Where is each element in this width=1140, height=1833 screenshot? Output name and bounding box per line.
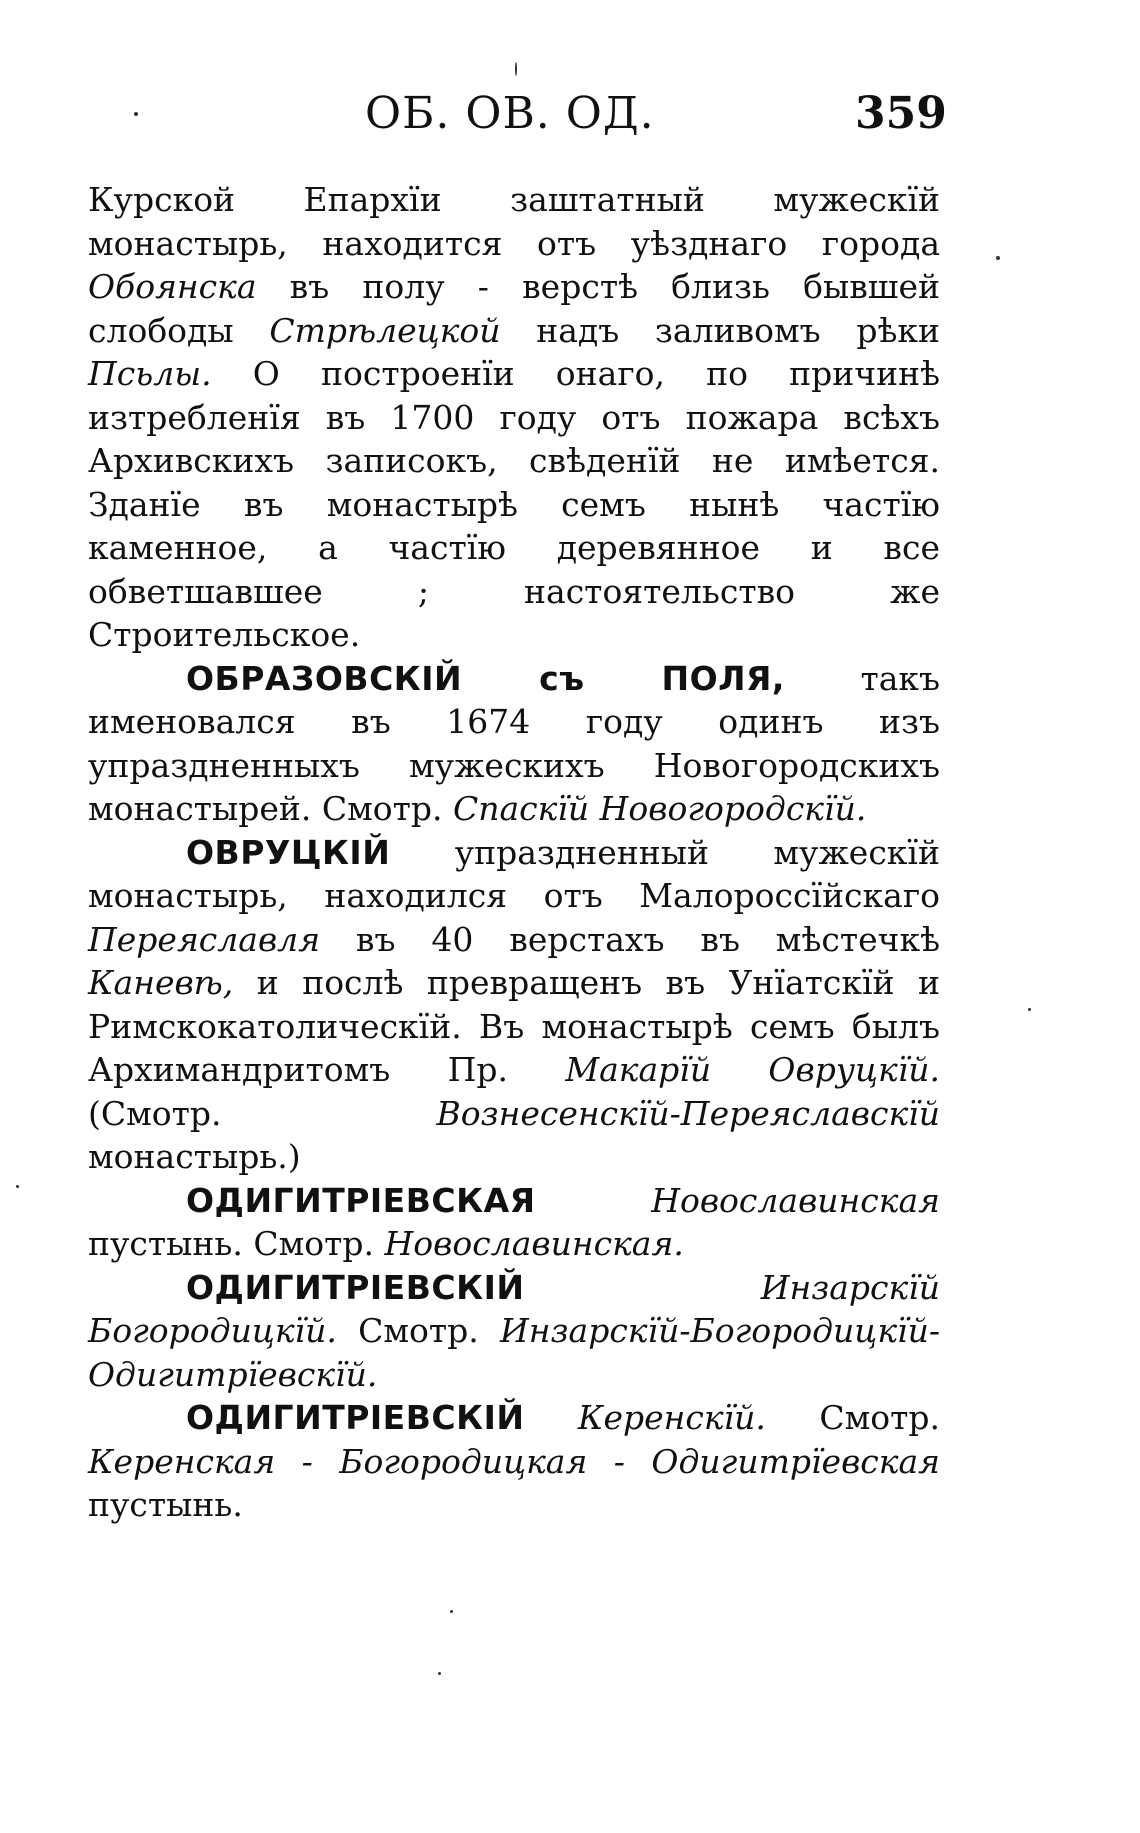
entry-italic: Вознесенскїй-Переяславскїй: [436, 1093, 940, 1133]
entry-italic: Керенскїй.: [577, 1398, 766, 1437]
entry-text: [536, 1181, 652, 1220]
entry-italic: Керенская - Богородицкая - Одигитрїевская: [88, 1441, 940, 1481]
entry-obrazovskiy: [88, 657, 940, 831]
speck: [515, 62, 517, 76]
speck: [996, 256, 1000, 260]
entry-text: такъ именовался въ 1674 году одинъ изъ упраздненныхъ мужескихъ Новогородскихъ монастырей. Смотр.: [88, 658, 940, 828]
entry-italic: Псьлы.: [88, 354, 212, 393]
entry-italic: Каневѣ,: [88, 963, 234, 1002]
entry-text: [524, 1268, 760, 1307]
entry-italic: Инзарскїй-Богородицкїй-Одигитрїевскїй.: [88, 1311, 940, 1394]
entry-italic: Инзарскїй Богородицкїй.: [88, 1267, 940, 1350]
speck: [16, 1185, 19, 1188]
entry-headword: ОБРАЗОВСКІЙ съ ПОЛЯ,: [186, 658, 785, 698]
running-head: ОБ. ОВ. ОД.: [365, 88, 655, 139]
entry-text: пустынь.: [88, 1485, 243, 1524]
entry-headword: ОДИГИТРІЕВСКІЙ: [186, 1398, 525, 1437]
entry-italic: Новославинская.: [384, 1224, 684, 1263]
entry-headword: ОВРУЦКІЙ: [186, 832, 391, 872]
entry-text: Смотр.: [765, 1398, 940, 1437]
entry-text: Смотр.: [336, 1311, 501, 1350]
entry-text: монастырь.): [88, 1137, 301, 1176]
entry-text: (Смотр.: [88, 1093, 437, 1133]
entry-italic: Переяславля: [88, 919, 321, 959]
speck: [438, 1672, 441, 1675]
entry-odigitrievskiy-inzarskiy: [88, 1266, 940, 1397]
entry-ovrutskiy: [88, 831, 940, 1179]
speck: [450, 1610, 453, 1613]
entry-text: пустынь. Смотр.: [88, 1224, 385, 1263]
page-header: [0, 88, 1140, 148]
page-number: 359: [855, 88, 947, 139]
speck: [1028, 1008, 1031, 1011]
entry-text: въ 40 верстахъ въ мѣстечкѣ: [320, 919, 940, 959]
entry-oboyanskiy-continued: [88, 178, 940, 657]
entry-text: въ полу - верстѣ близь бывшей слободы: [88, 267, 940, 350]
page-body: [88, 178, 940, 1527]
entry-odigitrievskaya: [88, 1179, 940, 1266]
entry-text: и послѣ превращенъ въ Унїатскїй и Римскокатолическїй. Въ монастырѣ семъ былъ Архимандритомъ Пр.: [88, 963, 940, 1089]
entry-italic: Обоянска: [88, 267, 257, 306]
entry-italic: Стрѣлецкой: [269, 310, 501, 350]
entry-headword: ОДИГИТРІЕВСКАЯ: [186, 1180, 536, 1220]
speck: [134, 112, 138, 116]
entry-italic: Новославинская: [651, 1180, 940, 1220]
entry-italic: Макарїй Овруцкїй.: [565, 1050, 940, 1089]
entry-odigitrievskiy-kerenskiy: [88, 1396, 940, 1527]
entry-italic: Спаскїй Новогородскїй.: [452, 789, 867, 828]
entry-text: О построенїи онаго, по причинѣ изтребленїя въ 1700 году отъ пожара всѣхъ Архивскихъ записокъ, свѣденїй не имѣется. Зданїе въ монастырѣ семъ нынѣ частїю каменное, а частїю деревянное и все обветшавшее ; настоятельство же Строительское.: [88, 354, 940, 654]
entry-headword: ОДИГИТРІЕВСКІЙ: [186, 1267, 525, 1307]
entry-text: Курской Епархїи заштатный мужескїй монастырь, находится отъ уѣзднаго города: [88, 180, 940, 263]
entry-text: [524, 1398, 577, 1437]
entry-text: упраздненный мужескїй монастырь, находился отъ Малороссїйскаго: [88, 832, 940, 915]
entry-text: надъ заливомъ рѣки: [500, 310, 941, 350]
